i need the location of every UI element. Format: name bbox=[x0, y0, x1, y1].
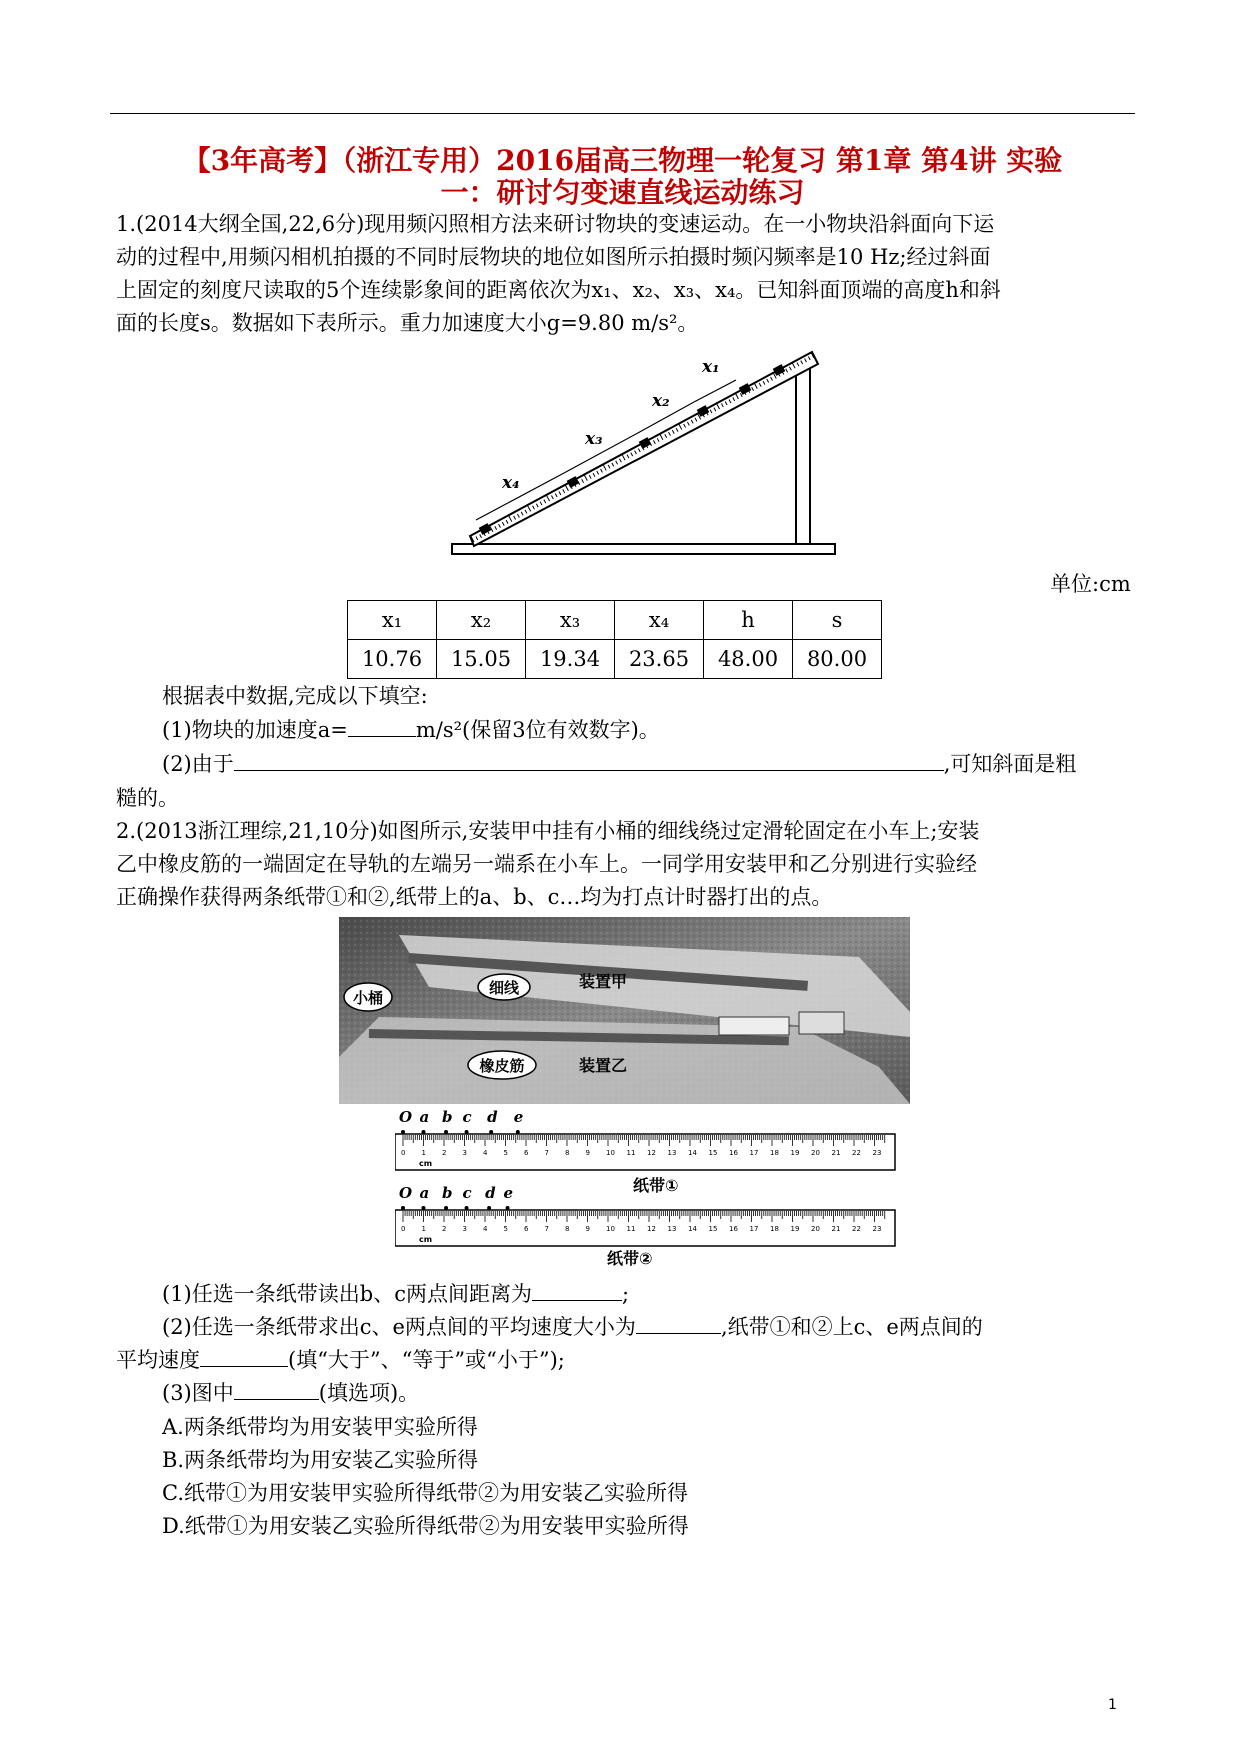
tape-point-label: c bbox=[462, 1108, 472, 1126]
ruler-number: 12 bbox=[647, 1149, 656, 1157]
q1-sub1-text: (1)物块的加速度a= bbox=[162, 718, 348, 742]
option-c[interactable]: C.纸带①为用安装甲实验所得纸带②为用安装乙实验所得 bbox=[162, 1481, 688, 1505]
ruler-number: 5 bbox=[503, 1149, 508, 1157]
answer-blank[interactable] bbox=[234, 748, 944, 771]
ruler-number: 9 bbox=[585, 1149, 590, 1157]
ruler-number: 9 bbox=[585, 1225, 590, 1233]
table-value-cell: 48.00 bbox=[704, 640, 793, 679]
answer-blank[interactable] bbox=[234, 1377, 319, 1400]
ruler-number: 6 bbox=[524, 1225, 529, 1233]
paper-tapes-figure bbox=[395, 1108, 905, 1268]
tape-point-label: d bbox=[485, 1184, 496, 1202]
q1-intro: 根据表中数据,完成以下填空: bbox=[162, 684, 428, 708]
option-d[interactable]: D.纸带①为用安装乙实验所得纸带②为用安装甲实验所得 bbox=[162, 1514, 689, 1538]
ruler-number: 12 bbox=[647, 1225, 656, 1233]
tape-point-label: b bbox=[442, 1108, 453, 1126]
option-b[interactable]: B.两条纸带均为用安装乙实验所得 bbox=[162, 1448, 479, 1472]
q2-sub1-text-2: ; bbox=[621, 1282, 630, 1306]
ruler-unit: cm bbox=[419, 1235, 433, 1244]
tape-point-label: a bbox=[419, 1108, 430, 1126]
bucket-label: 小桶 bbox=[352, 989, 384, 1007]
ruler-number: 16 bbox=[729, 1225, 738, 1233]
answer-blank[interactable] bbox=[532, 1278, 622, 1301]
option-a[interactable]: A.两条纸带均为用安装甲实验所得 bbox=[162, 1415, 478, 1439]
ruler-number: 22 bbox=[852, 1149, 861, 1157]
device-b-label: 装置乙 bbox=[579, 1056, 628, 1075]
x2-label: x₂ bbox=[652, 391, 670, 411]
ruler-number: 21 bbox=[831, 1149, 841, 1157]
title-line-2: 一：研讨匀变速直线运动练习 bbox=[440, 176, 805, 209]
ruler-number: 14 bbox=[688, 1225, 697, 1233]
page-number: 1 bbox=[1108, 1697, 1117, 1713]
ruler-number: 5 bbox=[503, 1225, 508, 1233]
ruler-number: 14 bbox=[688, 1149, 697, 1157]
q1-sub2 bbox=[162, 748, 1076, 781]
unit-label: 单位:cm bbox=[1050, 572, 1131, 596]
ruler-number: 22 bbox=[852, 1225, 861, 1233]
ruler-number: 20 bbox=[811, 1149, 820, 1157]
ruler-number: 4 bbox=[483, 1225, 488, 1233]
q1-sub1-text-2: m/s²(保留3位有效数字)。 bbox=[415, 718, 660, 742]
ruler-number: 17 bbox=[749, 1149, 759, 1157]
table-header-cell: x₃ bbox=[526, 601, 615, 640]
header-rule bbox=[110, 113, 1135, 114]
ruler-number: 3 bbox=[462, 1225, 467, 1233]
q2-sub3-text: (3)图中 bbox=[162, 1381, 234, 1405]
ruler-number: 7 bbox=[544, 1225, 549, 1233]
device-a-label: 装置甲 bbox=[579, 972, 628, 991]
x1-label: x₁ bbox=[702, 357, 720, 377]
q1-line-4: 面的长度s。数据如下表所示。重力加速度大小g=9.80 m/s²。 bbox=[116, 311, 699, 335]
table-value-cell: 10.76 bbox=[348, 640, 437, 679]
tape-point-label: O bbox=[399, 1184, 413, 1202]
q1-line-1: 1.(2014大纲全国,22,6分)现用频闪照相方法来研讨物块的变速运动。在一小物块沿斜面向下运 bbox=[116, 212, 995, 236]
q1-line-3: 上固定的刻度尺读取的5个连续影象间的距离依次为x₁、x₂、x₃、x₄。已知斜面顶端的高度h和斜 bbox=[116, 278, 1001, 302]
ruler-number: 20 bbox=[811, 1225, 820, 1233]
ruler-number: 21 bbox=[831, 1225, 841, 1233]
ruler-number: 23 bbox=[872, 1149, 882, 1157]
q2-sub2-text-2: ,纸带①和②上c、e两点间的 bbox=[720, 1315, 983, 1339]
ruler-number: 3 bbox=[462, 1149, 467, 1157]
tape-2-caption: 纸带② bbox=[607, 1249, 653, 1268]
page-title bbox=[110, 145, 1135, 209]
table-value-row bbox=[348, 640, 882, 679]
ruler-number: 11 bbox=[626, 1149, 636, 1157]
tape-1 bbox=[395, 1108, 895, 1170]
q2-sub2 bbox=[162, 1311, 983, 1344]
q1-sub1 bbox=[162, 714, 660, 747]
q2-sub1 bbox=[162, 1278, 629, 1311]
ruler-number: 4 bbox=[483, 1149, 488, 1157]
ruler-number: 19 bbox=[790, 1225, 800, 1233]
answer-blank[interactable] bbox=[200, 1344, 288, 1367]
table-header-cell: s bbox=[793, 601, 882, 640]
ruler-number: 15 bbox=[708, 1225, 718, 1233]
tape-point-label: d bbox=[487, 1108, 498, 1126]
tape-point-label: e bbox=[503, 1184, 514, 1202]
ruler-number: 2 bbox=[442, 1225, 447, 1233]
ruler-number: 0 bbox=[401, 1225, 406, 1233]
q2-sub2-text-4: (填“大于”、“等于”或“小于”); bbox=[288, 1348, 565, 1372]
tape-point-label: c bbox=[462, 1184, 472, 1202]
q2-sub1-text: (1)任选一条纸带读出b、c两点间距离为 bbox=[162, 1282, 532, 1306]
q2-line-3: 正确操作获得两条纸带①和②,纸带上的a、b、c…均为打点计时器打出的点。 bbox=[116, 885, 833, 909]
string-label: 细线 bbox=[488, 979, 520, 997]
q2-line-2: 乙中橡皮筋的一端固定在导轨的左端另一端系在小车上。一同学用安装甲和乙分别进行实验经 bbox=[116, 852, 977, 876]
q2-line-1: 2.(2013浙江理综,21,10分)如图所示,安装甲中挂有小桶的细线绕过定滑轮固定在小车上;安装 bbox=[116, 819, 980, 843]
ruler-number: 1 bbox=[421, 1149, 426, 1157]
q1-line-2: 动的过程中,用频闪相机拍摄的不同时辰物块的地位如图所示拍摄时频闪频率是10 Hz;经过斜面 bbox=[116, 245, 991, 269]
rubber-label: 橡皮筋 bbox=[479, 1057, 525, 1075]
incline-figure bbox=[440, 340, 840, 560]
ruler-number: 16 bbox=[729, 1149, 738, 1157]
tape-point-label: e bbox=[513, 1108, 524, 1126]
ruler-number: 17 bbox=[749, 1225, 759, 1233]
q2-sub2-text-3: 平均速度 bbox=[116, 1348, 200, 1372]
table-header-cell: x₁ bbox=[348, 601, 437, 640]
q1-sub2-cont: 糙的。 bbox=[116, 786, 179, 810]
ruler-number: 15 bbox=[708, 1149, 718, 1157]
ruler-number: 18 bbox=[770, 1225, 779, 1233]
tape-point-label: b bbox=[442, 1184, 453, 1202]
tape-point-label: O bbox=[399, 1108, 413, 1126]
ruler-number: 8 bbox=[565, 1149, 570, 1157]
answer-blank[interactable] bbox=[348, 714, 416, 737]
ruler-number: 6 bbox=[524, 1149, 529, 1157]
table-header-row bbox=[348, 601, 882, 640]
title-line-1: 【3年高考】（浙江专用）2016届高三物理一轮复习 第1章 第4讲 实验 bbox=[182, 144, 1063, 177]
ruler-number: 8 bbox=[565, 1225, 570, 1233]
ruler-number: 13 bbox=[667, 1225, 677, 1233]
table-value-cell: 23.65 bbox=[615, 640, 704, 679]
data-table bbox=[347, 600, 882, 679]
ruler-unit: cm bbox=[419, 1159, 433, 1168]
q1-sub2-text-2: ,可知斜面是粗 bbox=[943, 752, 1077, 776]
ruler-number: 0 bbox=[401, 1149, 406, 1157]
tape-1-caption: 纸带① bbox=[633, 1176, 679, 1195]
tape-point-label: a bbox=[419, 1184, 430, 1202]
q1-sub2-text: (2)由于 bbox=[162, 752, 234, 776]
apparatus-photo bbox=[339, 917, 910, 1104]
q2-stem bbox=[116, 815, 1136, 914]
q2-sub2-cont bbox=[116, 1344, 1136, 1377]
ruler-number: 19 bbox=[790, 1149, 800, 1157]
ruler-number: 1 bbox=[421, 1225, 426, 1233]
ruler-number: 11 bbox=[626, 1225, 636, 1233]
ruler-number: 10 bbox=[606, 1225, 615, 1233]
ruler-number: 13 bbox=[667, 1149, 677, 1157]
ruler-number: 2 bbox=[442, 1149, 447, 1157]
table-header-cell: x₄ bbox=[615, 601, 704, 640]
x4-label: x₄ bbox=[502, 473, 520, 493]
ruler-number: 23 bbox=[872, 1225, 882, 1233]
ruler-number: 7 bbox=[544, 1149, 549, 1157]
table-header-cell: x₂ bbox=[437, 601, 526, 640]
table-value-cell: 19.34 bbox=[526, 640, 615, 679]
table-value-cell: 80.00 bbox=[793, 640, 882, 679]
q2-sub2-text: (2)任选一条纸带求出c、e两点间的平均速度大小为 bbox=[162, 1315, 636, 1339]
table-header-cell: h bbox=[704, 601, 793, 640]
q2-sub3 bbox=[162, 1377, 419, 1410]
q2-sub3-text-2: (填选项)。 bbox=[318, 1381, 420, 1405]
ruler-number: 10 bbox=[606, 1149, 615, 1157]
answer-blank[interactable] bbox=[636, 1311, 721, 1334]
ruler-number: 18 bbox=[770, 1149, 779, 1157]
q1-stem bbox=[116, 208, 1136, 340]
x3-label: x₃ bbox=[585, 429, 603, 449]
table-value-cell: 15.05 bbox=[437, 640, 526, 679]
